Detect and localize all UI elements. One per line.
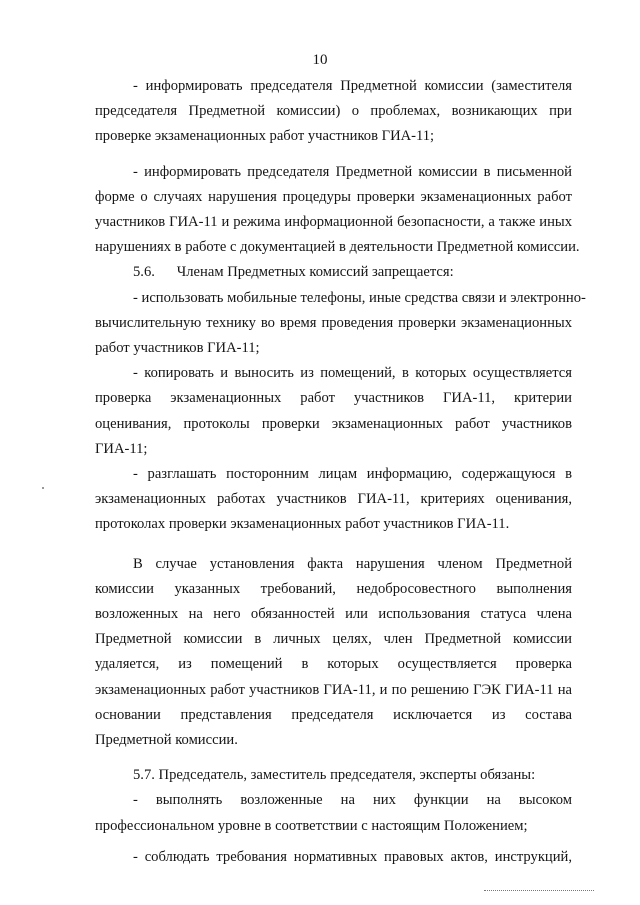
paragraph-comply-requirements: [95, 845, 572, 870]
text-line: экзаменационных работах участников ГИА-11, критериях оценивания,: [95, 491, 572, 508]
text-line: оценивания, протоколы проверки экзаменационных работ участников: [95, 415, 572, 432]
text-line: проверке экзаменационных работ участников ГИА-11;: [95, 128, 435, 145]
text-line: удаляется, из помещений в которых осуществляется проверка: [95, 656, 572, 673]
text-line: ГИА-11;: [95, 440, 148, 457]
paragraph-no-phones: [95, 286, 586, 362]
paragraph-no-copying: [95, 361, 572, 462]
section-heading-5-7: [95, 763, 572, 788]
text-line: вычислительную технику во время проведения проверки экзаменационных: [95, 314, 572, 331]
text-line: экзаменационных работ участников ГИА-11, и по решению ГЭК ГИА-11 на: [95, 681, 572, 698]
text-line: протоколах проверки экзаменационных работ участников ГИА-11.: [95, 516, 510, 533]
text-line: форме о случаях нарушения процедуры проверки экзаменационных работ: [95, 188, 572, 205]
text-line: основании представления председателя исключается из состава: [95, 706, 572, 723]
scan-speck: [42, 487, 44, 489]
text-line: работ участников ГИА-11;: [95, 340, 260, 357]
scan-artifact-line: [484, 890, 594, 891]
section-heading-5-6: [95, 260, 572, 285]
text-line: проверка экзаменационных работ участников ГИА-11, критерии: [95, 390, 572, 407]
paragraph-inform-about-problems: [95, 74, 572, 150]
text-line: - выполнять возложенные на них функции на высоком: [133, 792, 572, 809]
text-line: возложенных на него обязанностей или использования статуса члена: [95, 606, 572, 623]
text-line: В случае установления факта нарушения членом Предметной: [133, 555, 572, 572]
text-line: участников ГИА-11 и режима информационной безопасности, а также иных: [95, 214, 572, 231]
text-line: комиссии указанных требований, недобросовестного выполнения: [95, 580, 572, 597]
text-line: нарушениях в работе с документацией в деятельности Предметной комиссии.: [95, 239, 580, 256]
text-line: - соблюдать требования нормативных правовых актов, инструкций,: [133, 848, 572, 865]
text-line: - информировать председателя Предметной комиссии (заместителя: [133, 78, 572, 94]
text-line: профессиональном уровне в соответствии с настоящим Положением;: [95, 817, 528, 834]
text-line: Предметной комиссии.: [95, 732, 238, 749]
text-line: Предметной комиссии в личных целях, член Предметной комиссии: [95, 631, 572, 648]
paragraph-violation-consequences: [95, 552, 572, 754]
text-line: 5.6. Членам Предметных комиссий запрещается:: [133, 264, 454, 281]
text-line: - информировать председателя Предметной комиссии в письменной: [133, 163, 572, 180]
text-line: 5.7. Председатель, заместитель председателя, эксперты обязаны:: [133, 767, 536, 784]
text-line: - использовать мобильные телефоны, иные средства связи и электронно-: [133, 289, 586, 306]
text-line: председателя Предметной комиссии) о проблемах, возникающих при: [95, 103, 572, 120]
text-line: - копировать и выносить из помещений, в которых осуществляется: [133, 365, 572, 382]
paragraph-no-disclosure: [95, 462, 572, 538]
document-body: [95, 74, 586, 870]
text-line: - разглашать посторонним лицам информацию, содержащуюся в: [133, 466, 572, 483]
paragraph-inform-in-writing: [95, 160, 580, 261]
paragraph-perform-functions: [95, 788, 572, 838]
page-number: 10: [312, 52, 328, 68]
